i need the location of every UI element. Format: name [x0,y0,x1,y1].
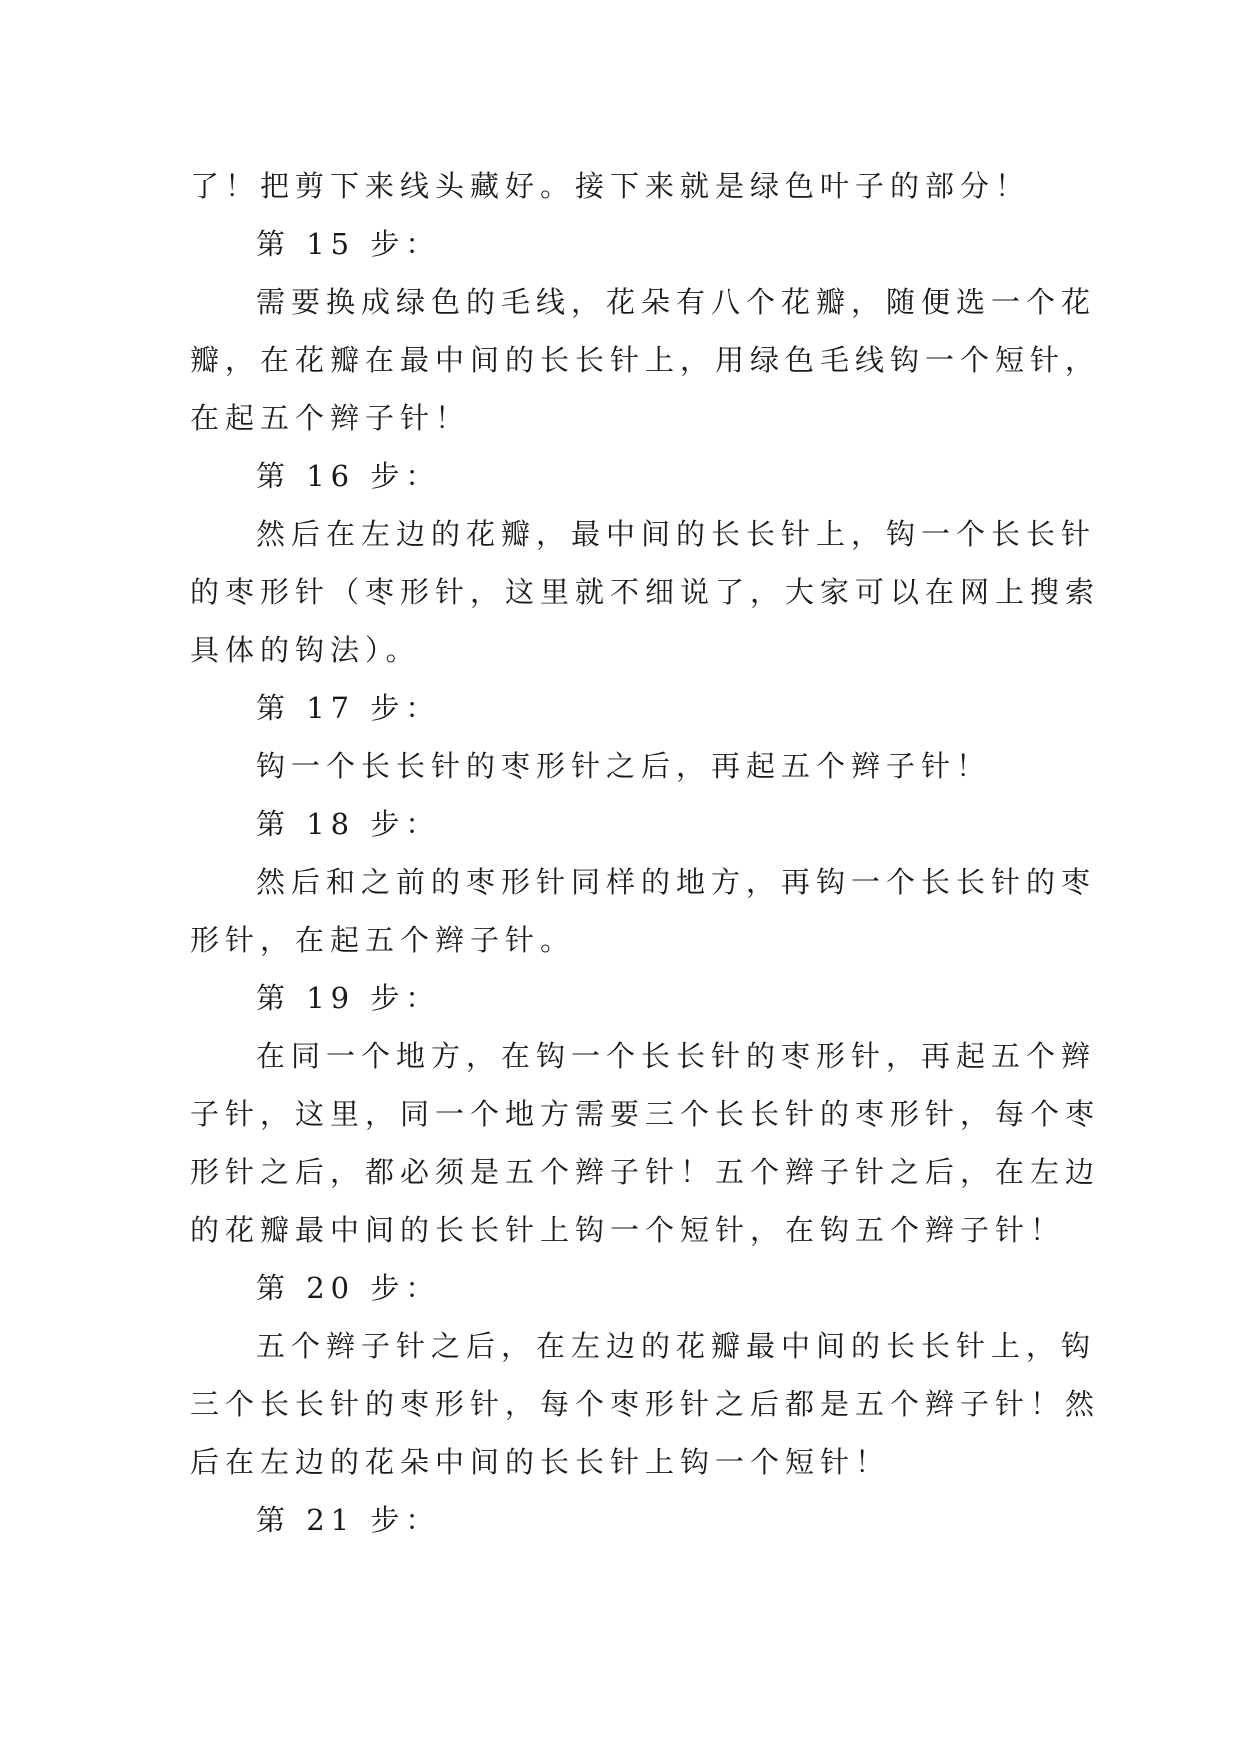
step-heading: 第 17 步： [256,691,441,725]
step-heading: 第 19 步： [256,981,441,1015]
step-heading: 第 21 步： [256,1503,441,1537]
text-line: 在同一个地方，在钩一个长长针的枣形针，再起五个辫 [256,1039,1097,1073]
step-heading: 第 20 步： [256,1271,441,1305]
text-line: 子针，这里，同一个地方需要三个长长针的枣形针，每个枣 [190,1097,1101,1131]
text-line: 在起五个辫子针！ [190,401,471,435]
step-heading: 第 18 步： [256,807,441,841]
text-line: 后在左边的花朵中间的长长针上钩一个短针！ [190,1445,891,1479]
text-line: 具体的钩法）。 [190,633,421,667]
text-line: 瓣，在花瓣在最中间的长长针上，用绿色毛线钩一个短针， [190,343,1101,377]
text-line: 形针之后，都必须是五个辫子针！五个辫子针之后，在左边 [190,1155,1101,1189]
text-line: 形针，在起五个辫子针。 [190,923,576,957]
text-line: 然后在左边的花瓣，最中间的长长针上，钩一个长长针 [256,517,1097,551]
text-line: 然后和之前的枣形针同样的地方，再钩一个长长针的枣 [256,865,1097,899]
text-line: 了！把剪下来线头藏好。接下来就是绿色叶子的部分！ [190,169,1031,203]
step-heading: 第 15 步： [256,227,441,261]
text-line: 的花瓣最中间的长长针上钩一个短针，在钩五个辫子针！ [190,1213,1066,1247]
text-line: 三个长长针的枣形针，每个枣形针之后都是五个辫子针！然 [190,1387,1101,1421]
step-heading: 第 16 步： [256,459,441,493]
text-line: 钩一个长长针的枣形针之后，再起五个辫子针！ [256,749,992,783]
text-line: 的枣形针（枣形针，这里就不细说了，大家可以在网上搜索 [190,575,1101,609]
text-line: 五个辫子针之后，在左边的花瓣最中间的长长针上，钩 [256,1329,1097,1363]
text-line: 需要换成绿色的毛线，花朵有八个花瓣，随便选一个花 [256,285,1097,319]
